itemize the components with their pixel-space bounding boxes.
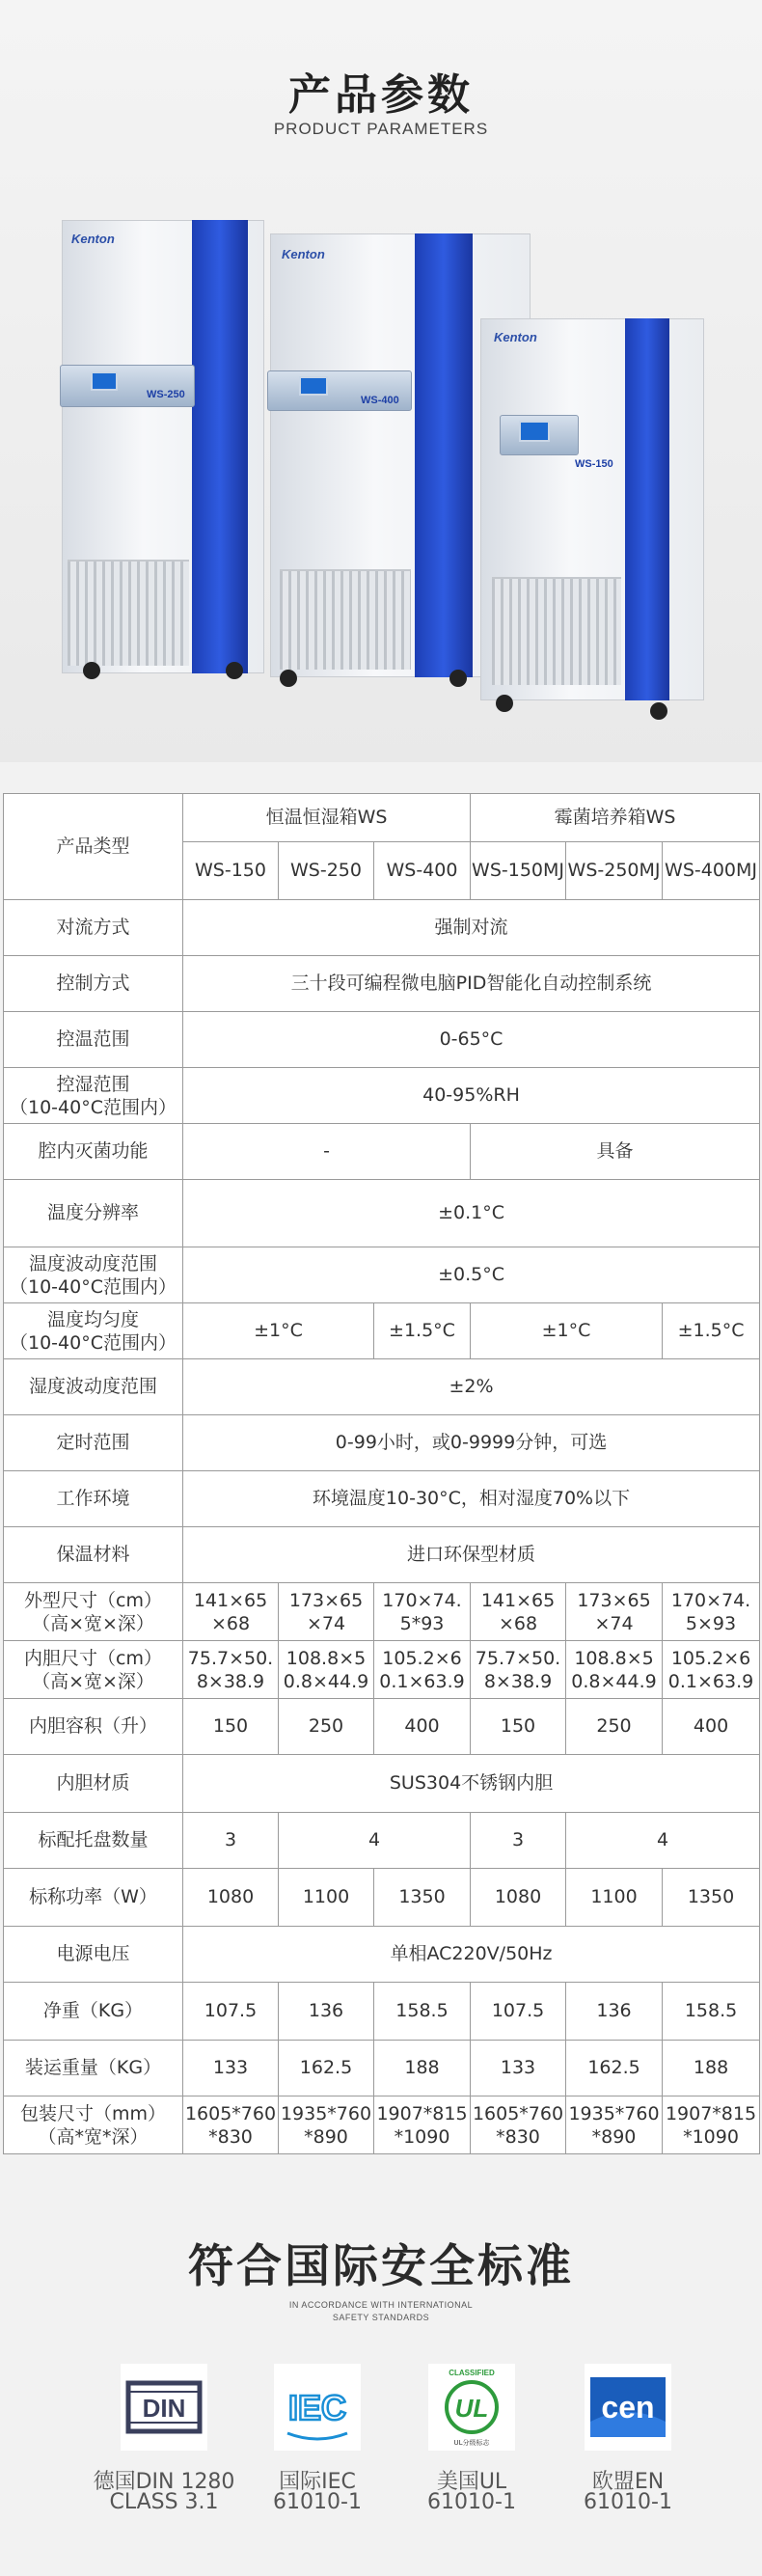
row-label-timer: 定时范围 xyxy=(4,1415,183,1471)
cell-volume: 400 xyxy=(374,1699,471,1755)
cell-uniformity: ±1°C xyxy=(471,1303,663,1359)
cell-power: 1350 xyxy=(663,1869,760,1927)
cell-timer: 0-99小时，或0-9999分钟，可选 xyxy=(183,1415,760,1471)
row-label-uniformity: 温度均匀度 （10-40°C范围内） xyxy=(4,1303,183,1359)
cell-inner: 105.2×6 0.1×63.9 xyxy=(663,1641,760,1699)
model-header: WS-250MJ xyxy=(566,842,663,900)
ul-logo-icon xyxy=(428,2364,515,2451)
cell-uniformity: ±1°C xyxy=(183,1303,374,1359)
brand-logo: Kenton xyxy=(494,330,537,344)
cell-humid-range: 40-95%RH xyxy=(183,1068,760,1124)
model-header: WS-400MJ xyxy=(663,842,760,900)
cell-gross: 188 xyxy=(374,2041,471,2096)
cell-temp-fluct: ±0.5°C xyxy=(183,1247,760,1303)
page-title: 产品参数 xyxy=(288,70,474,120)
model-label: WS-400 xyxy=(361,395,399,406)
row-label-resolution: 温度分辨率 xyxy=(4,1180,183,1247)
cell-temp-range: 0-65°C xyxy=(183,1012,760,1068)
cell-outer: 173×65 ×74 xyxy=(279,1583,374,1641)
cell-inner: 108.8×5 0.8×44.9 xyxy=(566,1641,663,1699)
iec-logo-text: IEC xyxy=(287,2388,347,2427)
cell-volume: 400 xyxy=(663,1699,760,1755)
cell-convection: 强制对流 xyxy=(183,900,760,956)
model-header: WS-400 xyxy=(374,842,471,900)
standards-subtitle: SAFETY STANDARDS xyxy=(332,2313,430,2322)
row-label-voltage: 电源电压 xyxy=(4,1927,183,1983)
spec-table xyxy=(3,793,760,2154)
model-header: WS-150MJ xyxy=(471,842,566,900)
cell-net: 107.5 xyxy=(471,1983,566,2041)
ul-logo-top: CLASSIFIED xyxy=(449,2369,495,2377)
cell-sterilize-mj: 具备 xyxy=(471,1124,760,1180)
cell-pack: 1907*815 *1090 xyxy=(663,2096,760,2154)
cell-gross: 188 xyxy=(663,2041,760,2096)
row-label-outer: 外型尺寸（cm） （高×宽×深） xyxy=(4,1583,183,1641)
row-label-temp-range: 控温范围 xyxy=(4,1012,183,1068)
din-logo-icon xyxy=(121,2364,207,2451)
cell-trays: 3 xyxy=(183,1813,279,1869)
group-header-ws: 恒温恒湿箱WS xyxy=(183,794,471,842)
cell-pack: 1907*815 *1090 xyxy=(374,2096,471,2154)
cell-pack: 1605*760 *830 xyxy=(471,2096,566,2154)
cell-outer: 170×74. 5×93 xyxy=(663,1583,760,1641)
cert-label-ul: 美国UL xyxy=(436,2470,507,2494)
cell-power: 1080 xyxy=(183,1869,279,1927)
cell-power: 1100 xyxy=(566,1869,663,1927)
cell-voltage: 单相AC220V/50Hz xyxy=(183,1927,760,1983)
din-logo-text: DIN xyxy=(142,2394,186,2423)
ul-logo-text: UL xyxy=(454,2394,489,2423)
model-label: WS-250 xyxy=(147,389,185,400)
cell-net: 136 xyxy=(566,1983,663,2041)
cell-power: 1350 xyxy=(374,1869,471,1927)
cell-outer: 141×65 ×68 xyxy=(471,1583,566,1641)
cell-pack: 1935*760 *890 xyxy=(566,2096,663,2154)
iec-logo-icon xyxy=(274,2364,361,2451)
row-label-convection: 对流方式 xyxy=(4,900,183,956)
row-label-liner: 内胆材质 xyxy=(4,1755,183,1813)
cell-resolution: ±0.1°C xyxy=(183,1180,760,1247)
cell-env: 环境温度10-30°C，相对湿度70%以下 xyxy=(183,1471,760,1527)
row-label-trays: 标配托盘数量 xyxy=(4,1813,183,1869)
cabinet-ws150-image xyxy=(480,318,704,724)
cell-inner: 108.8×5 0.8×44.9 xyxy=(279,1641,374,1699)
brand-logo: Kenton xyxy=(282,247,325,261)
row-label-volume: 内胆容积（升） xyxy=(4,1699,183,1755)
cell-inner: 105.2×6 0.1×63.9 xyxy=(374,1641,471,1699)
cell-net: 158.5 xyxy=(374,1983,471,2041)
cert-label-cen: 61010-1 xyxy=(584,2490,672,2514)
cell-volume: 250 xyxy=(566,1699,663,1755)
cell-liner: SUS304不锈钢内胆 xyxy=(183,1755,760,1813)
row-label-control: 控制方式 xyxy=(4,956,183,1012)
cert-label-ul: 61010-1 xyxy=(427,2490,516,2514)
row-label-power: 标称功率（W） xyxy=(4,1869,183,1927)
cen-logo-icon xyxy=(585,2364,671,2451)
cell-volume: 150 xyxy=(471,1699,566,1755)
cell-humid-fluct: ±2% xyxy=(183,1359,760,1415)
row-label-sterilize: 腔内灭菌功能 xyxy=(4,1124,183,1180)
standards-title: 符合国际安全标准 xyxy=(188,2240,574,2293)
cabinet-ws250-image xyxy=(62,220,264,693)
cell-net: 107.5 xyxy=(183,1983,279,2041)
cell-gross: 162.5 xyxy=(566,2041,663,2096)
cell-insulation: 进口环保型材质 xyxy=(183,1527,760,1583)
group-header-mj: 霉菌培养箱WS xyxy=(471,794,760,842)
standards-subtitle: IN ACCORDANCE WITH INTERNATIONAL xyxy=(288,2300,474,2310)
model-header: WS-150 xyxy=(183,842,279,900)
cell-power: 1080 xyxy=(471,1869,566,1927)
page-subtitle: PRODUCT PARAMETERS xyxy=(273,120,489,138)
ul-logo-bottom: UL分级标志 xyxy=(453,2439,490,2447)
cell-net: 136 xyxy=(279,1983,374,2041)
brand-logo: Kenton xyxy=(71,232,115,246)
cen-logo-text: cen xyxy=(601,2390,655,2425)
model-header: WS-250 xyxy=(279,842,374,900)
cell-net: 158.5 xyxy=(663,1983,760,2041)
cell-gross: 162.5 xyxy=(279,2041,374,2096)
cell-gross: 133 xyxy=(183,2041,279,2096)
cell-outer: 170×74. 5*93 xyxy=(374,1583,471,1641)
cell-control: 三十段可编程微电脑PID智能化自动控制系统 xyxy=(183,956,760,1012)
row-label-gross: 装运重量（KG） xyxy=(4,2041,183,2096)
cell-outer: 141×65 ×68 xyxy=(183,1583,279,1641)
cell-trays: 4 xyxy=(279,1813,471,1869)
cert-label-iec: 61010-1 xyxy=(273,2490,362,2514)
row-label-temp-fluct: 温度波动度范围 （10-40°C范围内） xyxy=(4,1247,183,1303)
cell-gross: 133 xyxy=(471,2041,566,2096)
cell-uniformity: ±1.5°C xyxy=(374,1303,471,1359)
cell-volume: 150 xyxy=(183,1699,279,1755)
cell-volume: 250 xyxy=(279,1699,374,1755)
cert-label-din: 德国DIN 1280 xyxy=(93,2470,235,2494)
cell-inner: 75.7×50. 8×38.9 xyxy=(471,1641,566,1699)
cell-pack: 1935*760 *890 xyxy=(279,2096,374,2154)
cert-label-din: CLASS 3.1 xyxy=(109,2490,219,2514)
cell-trays: 4 xyxy=(566,1813,760,1869)
row-label-product-type: 产品类型 xyxy=(4,794,183,900)
cell-trays: 3 xyxy=(471,1813,566,1869)
cell-uniformity: ±1.5°C xyxy=(663,1303,760,1359)
row-label-insulation: 保温材料 xyxy=(4,1527,183,1583)
row-label-humid-fluct: 湿度波动度范围 xyxy=(4,1359,183,1415)
cell-outer: 173×65 ×74 xyxy=(566,1583,663,1641)
row-label-pack: 包装尺寸（mm） （高*宽*深） xyxy=(4,2096,183,2154)
cell-sterilize-ws: - xyxy=(183,1124,471,1180)
row-label-inner: 内胆尺寸（cm） （高×宽×深） xyxy=(4,1641,183,1699)
cell-power: 1100 xyxy=(279,1869,374,1927)
model-label: WS-150 xyxy=(575,458,613,470)
cert-label-cen: 欧盟EN xyxy=(591,2470,665,2494)
row-label-env: 工作环境 xyxy=(4,1471,183,1527)
row-label-net: 净重（KG） xyxy=(4,1983,183,2041)
cert-label-iec: 国际IEC xyxy=(279,2470,356,2494)
cell-inner: 75.7×50. 8×38.9 xyxy=(183,1641,279,1699)
product-hero xyxy=(0,0,762,762)
cell-pack: 1605*760 *830 xyxy=(183,2096,279,2154)
row-label-humid-range: 控湿范围 （10-40°C范围内） xyxy=(4,1068,183,1124)
